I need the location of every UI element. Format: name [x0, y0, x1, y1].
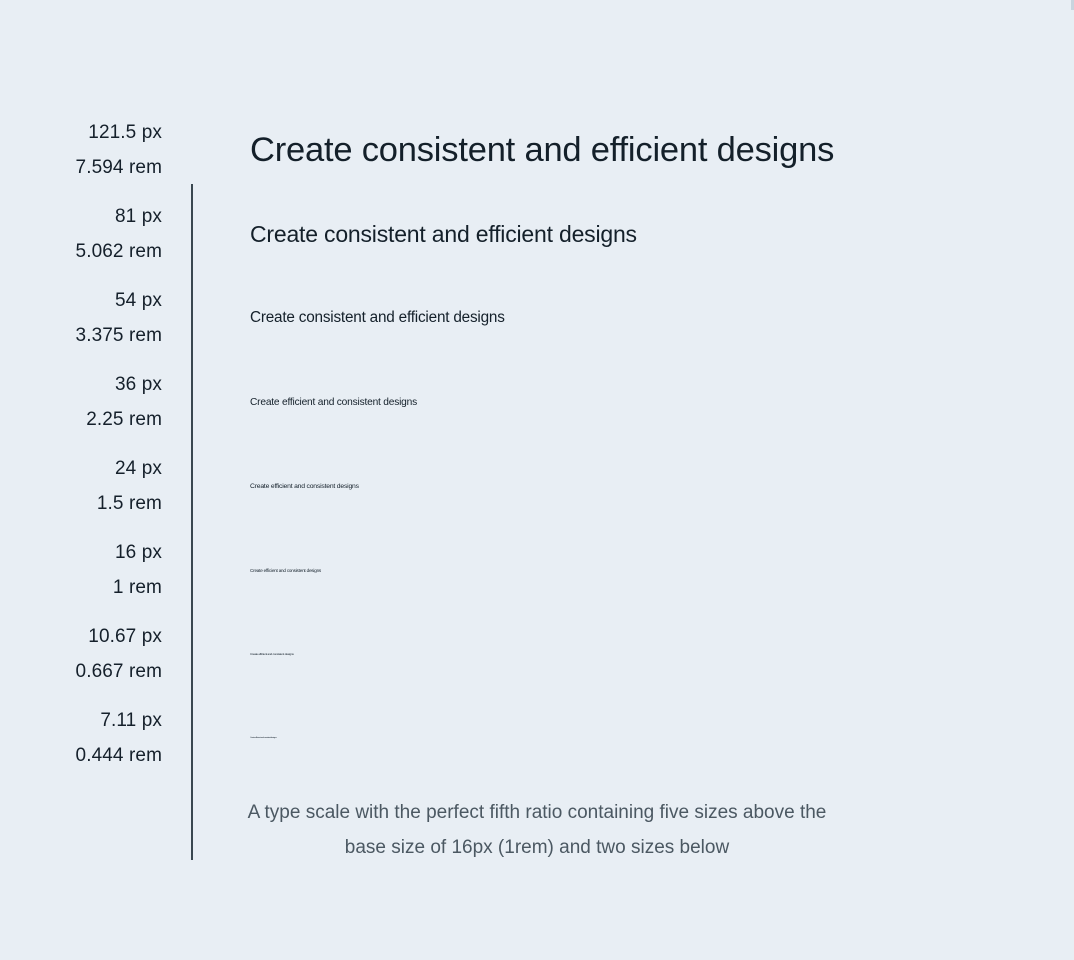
caption-line-2: base size of 16px (1rem) and two sizes below: [344, 837, 730, 858]
type-scale-sample-text: Create consistent and efficient designs: [250, 130, 835, 169]
type-scale-row-labels: [0, 367, 190, 437]
size-rem-label: 3.375 rem: [75, 325, 162, 347]
type-scale-row-labels: [0, 535, 190, 605]
type-scale-sample-text: Create consistent and efficient designs: [250, 220, 637, 247]
type-scale-sample-text: Create efficient and consistent designs: [250, 652, 294, 657]
type-scale-sample-column: [190, 737, 1074, 739]
caption-line-1: A type scale with the perfect fifth ratio containing five sizes above the: [247, 802, 827, 823]
size-rem-label: 5.062 rem: [75, 241, 162, 263]
type-scale-sample-column: [190, 397, 1074, 408]
type-scale-row: [0, 451, 1074, 521]
type-scale-row: [0, 367, 1074, 437]
type-scale-row-labels: [0, 283, 190, 353]
size-px-label: 16 px: [115, 542, 162, 563]
size-px-label: 7.11 px: [100, 710, 162, 731]
type-scale-row: [0, 703, 1074, 773]
size-rem-label: 1.5 rem: [96, 493, 162, 515]
size-rem-label: 0.667 rem: [75, 661, 162, 683]
size-rem-label: 0.444 rem: [75, 745, 162, 767]
type-scale-sample-text: Create efficient and consistent designs: [250, 482, 359, 490]
type-scale-sample-text: Create efficient and consistent designs: [250, 396, 418, 408]
size-px-label: 36 px: [115, 374, 162, 395]
type-scale-sample-column: [190, 221, 1074, 248]
type-scale-row-labels: [0, 703, 190, 773]
size-px-label: 10.67 px: [88, 626, 162, 647]
type-scale-row-labels: [0, 199, 190, 269]
type-scale-sample-column: [190, 131, 1074, 170]
type-scale-row-labels: [0, 115, 190, 185]
type-scale-sample-column: [190, 652, 1074, 656]
type-scale-row-list: [0, 92, 1074, 768]
type-scale-row: [0, 199, 1074, 269]
size-px-label: 121.5 px: [88, 122, 162, 143]
type-scale-row-labels: [0, 619, 190, 689]
type-scale-sample-column: [190, 483, 1074, 490]
size-rem-label: 7.594 rem: [75, 157, 162, 179]
type-scale-chart: [0, 92, 1074, 768]
type-scale-sample-text: Create consistent and efficient designs: [250, 309, 505, 327]
type-scale-row-labels: [0, 451, 190, 521]
type-scale-row: [0, 619, 1074, 689]
type-scale-row: [0, 283, 1074, 353]
type-scale-sample-text: Create efficient and consistent designs: [250, 567, 322, 573]
size-px-label: 54 px: [115, 290, 162, 311]
size-px-label: 81 px: [115, 206, 162, 227]
type-scale-sample-text: Create efficient and consistent designs: [250, 737, 277, 740]
type-scale-sample-column: [190, 568, 1074, 573]
caption: [0, 795, 1074, 865]
size-px-label: 24 px: [115, 458, 162, 479]
type-scale-sample-column: [190, 309, 1074, 327]
vertical-divider: [191, 184, 193, 860]
type-scale-row: [0, 535, 1074, 605]
size-rem-label: 1 rem: [112, 577, 162, 599]
size-rem-label: 2.25 rem: [86, 409, 162, 431]
type-scale-row: [0, 115, 1074, 185]
